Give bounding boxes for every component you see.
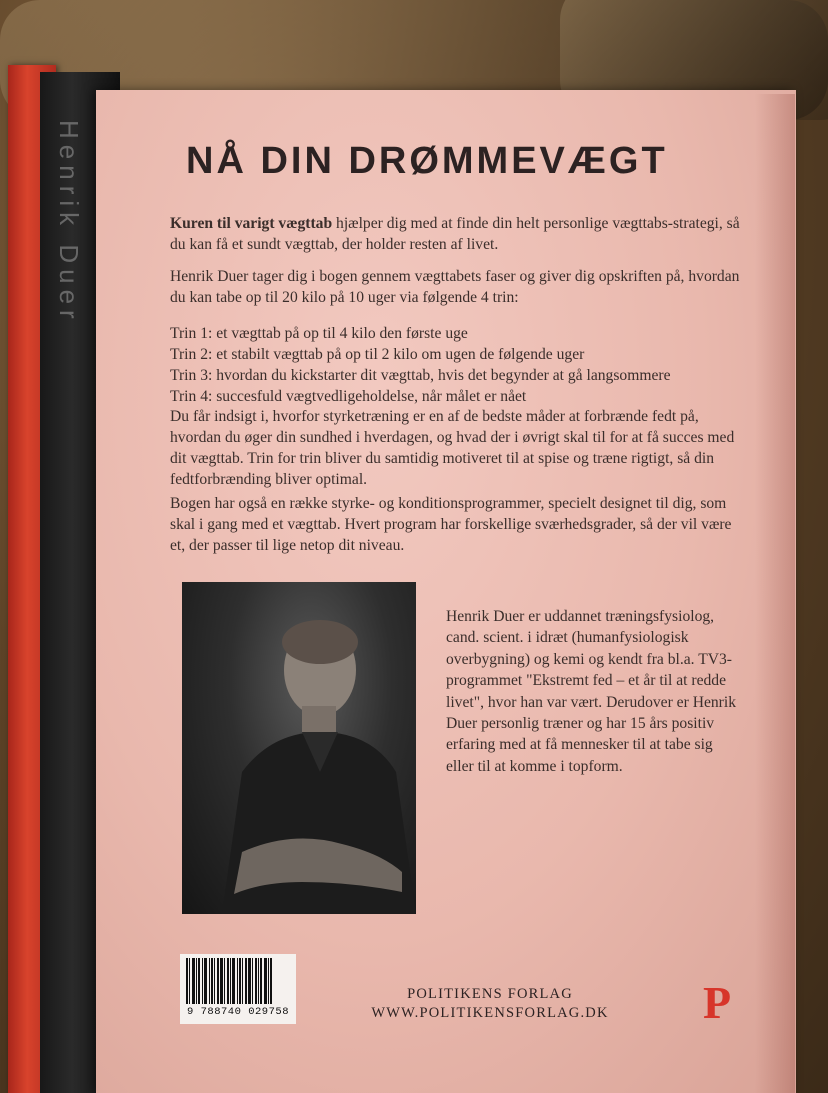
logo-letter: P <box>702 977 732 1024</box>
step-1: Trin 1: et vægttab på op til 4 kilo den første uge <box>170 325 468 342</box>
book-title: NÅ DIN DRØMMEVÆGT <box>186 140 668 182</box>
barcode-bars <box>186 958 290 1004</box>
isbn-number: 9 788740 029758 <box>186 1006 289 1018</box>
author-portrait-drawing <box>182 582 416 914</box>
programs-paragraph: Bogen har også en række styrke- og konditionsprogrammer, specielt designet til dig, som skal i gang med et vægttab. Hvert program har forskellige sværhedsgrader, så der vil være et, der passer til lige netop dit niveau. <box>170 495 732 554</box>
phases-paragraph: Henrik Duer tager dig i bogen gennem vægttabets faser og giver dig opskriften på, hvordan du kan tabe op til 20 kilo på 10 uger via følgende 4 trin: <box>170 268 740 306</box>
step-4: Trin 4: succesfuld vægtvedligeholdelse, når målet er nået <box>170 388 527 405</box>
training-paragraph: Du får indsigt i, hvorfor styrketræning er en af de bedste måder at forbrænde fedt på, hvordan du øger din sundhed i hverdagen, og hvad der i øvrigt skal til for at få succes med dit vægttab. Trin for trin bliver du samtidig motiveret til at spise og træne rigtigt, så din fedtforbrænding bliver optimal. <box>170 408 735 488</box>
publisher-url: WWW.POLITIKENSFORLAG.DK <box>371 1005 609 1021</box>
author-photo <box>182 582 416 914</box>
intro-bold: Kuren til varigt vægttab <box>170 215 333 232</box>
cover-edge-shadow <box>755 94 795 1093</box>
intro-text: hjælper dig med at finde din helt personlige vægttabs-strategi, så du kan få et sundt vægttab, der holder resten af livet. <box>170 215 740 253</box>
intro-paragraph <box>170 213 740 255</box>
publisher-block <box>340 985 640 1023</box>
author-bio: Henrik Duer er uddannet træningsfysiolog, cand. scient. i idræt (humanfysiologisk overbygning) og kemi og kendt fra bl.a. TV3-programmet "Ekstremt fed – et år til at redde livet", hvor han var vært. Derudover er Henrik Duer personlig træner og har 15 års positiv erfaring med at få mennesker til at tabe sig eller til at komme i topform. <box>446 608 736 775</box>
publisher-name: POLITIKENS FORLAG <box>407 986 573 1002</box>
step-3: Trin 3: hvordan du kickstarter dit vægttab, hvis det begynder at gå langsommere <box>170 367 671 384</box>
spine-author-text: Henrik Duer <box>54 120 84 325</box>
publisher-logo-icon <box>697 976 737 1024</box>
isbn-barcode <box>180 954 296 1024</box>
step-2: Trin 2: et stabilt vægttab på op til 2 kilo om ugen de følgende uger <box>170 346 585 363</box>
steps-list <box>170 323 740 407</box>
